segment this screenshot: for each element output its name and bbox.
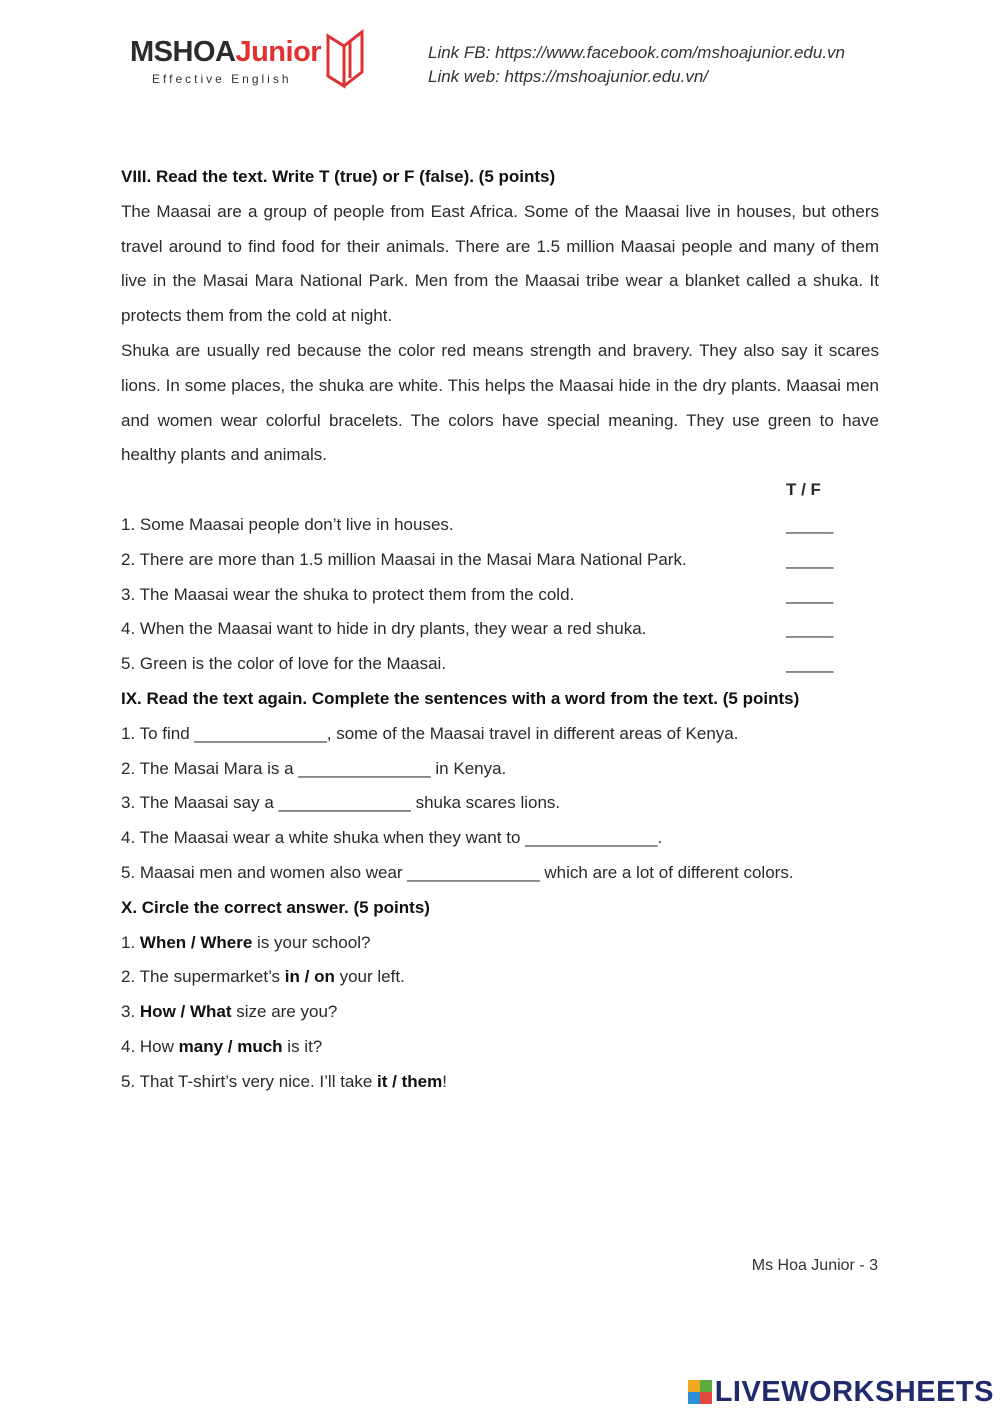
header-links (428, 41, 845, 89)
page-footer: Ms Hoa Junior - 3 (751, 1257, 878, 1274)
mshoa-junior-logo (130, 28, 370, 90)
tf-answer-blank[interactable]: _____ (786, 654, 834, 674)
facebook-link[interactable]: Link FB: https://www.facebook.com/mshoajunior.edu.vn (428, 43, 846, 62)
worksheet-content (121, 160, 879, 1100)
tf-question: 2. There are more than 1.5 million Maasai in the Masai Mara National Park. _____ (121, 543, 879, 578)
answer-choices[interactable]: How / What (139, 1002, 232, 1022)
circle-answer-item: 1. When / Where is your school? (121, 932, 371, 952)
tf-question: 3. The Maasai wear the shuka to protect them from the cold. _____ (121, 578, 879, 613)
fill-blank-item[interactable]: 2. The Masai Mara is a ______________ in Kenya. (121, 758, 507, 778)
answer-choices[interactable]: in / on (284, 967, 335, 987)
tf-answer-blank[interactable]: _____ (786, 619, 834, 639)
tf-answer-blank[interactable]: _____ (786, 514, 834, 534)
book-icon (324, 28, 366, 90)
answer-choices[interactable]: many / much (178, 1036, 283, 1056)
section-9-title: IX. Read the text again. Complete the sentences with a word from the text. (5 points) (121, 688, 800, 708)
liveworksheets-watermark (688, 1377, 994, 1407)
circle-answer-item: 3. How / What size are you? (121, 1002, 338, 1022)
logo-wordmark: MSHOAJunior (130, 36, 322, 68)
liveworksheets-wordmark: LIVEWORKSHEETS (714, 1376, 994, 1408)
answer-choices[interactable]: it / them (377, 1071, 443, 1091)
fill-blank-item[interactable]: 5. Maasai men and women also wear ______________ which are a lot of different colors. (121, 862, 794, 882)
circle-answer-item: 5. That T-shirt’s very nice. I’ll take it / them! (121, 1071, 447, 1091)
website-link[interactable]: Link web: https://mshoajunior.edu.vn/ (428, 67, 709, 86)
tf-question: 5. Green is the color of love for the Maasai. _____ (121, 647, 879, 682)
section-10-title: X. Circle the correct answer. (5 points) (121, 897, 430, 917)
reading-paragraph-1: The Maasai are a group of people from East Africa. Some of the Maasai live in houses, but others travel around to find food for their animals. There are 1.5 million Maasai people and many of them live in the Masai Mara National Park. Men from the Maasai tribe wear a blanket called a shuka. It protects them from the cold at night. (121, 201, 879, 326)
circle-answer-item: 2. The supermarket’s in / on your left. (121, 967, 405, 987)
tf-answer-blank[interactable]: _____ (786, 584, 834, 604)
section-8-title: VIII. Read the text. Write T (true) or F (false). (5 points) (121, 167, 556, 186)
fill-blank-item[interactable]: 3. The Maasai say a ______________ shuka scares lions. (121, 793, 561, 813)
circle-answer-item: 4. How many / much is it? (121, 1036, 323, 1056)
fill-blank-item[interactable]: 1. To find ______________, some of the Maasai travel in different areas of Kenya. (121, 723, 739, 743)
tf-column-header: T / F (786, 480, 821, 500)
logo-tagline: Effective English (152, 72, 292, 86)
tf-question: 1. Some Maasai people don’t live in houses. _____ (121, 508, 879, 543)
fill-blank-item[interactable]: 4. The Maasai wear a white shuka when they want to ______________. (121, 828, 663, 848)
tf-answer-blank[interactable]: _____ (786, 549, 834, 569)
answer-choices[interactable]: When / Where (139, 932, 253, 952)
reading-paragraph-2: Shuka are usually red because the color red means strength and bravery. They also say it scares lions. In some places, the shuka are white. This helps the Maasai hide in the dry plants. Maasai men and women wear colorful bracelets. The colors have special meaning. They use green to have healthy plants and animals. (121, 340, 879, 465)
liveworksheets-logo-icon (688, 1380, 712, 1404)
tf-question: 4. When the Maasai want to hide in dry plants, they wear a red shuka. _____ (121, 612, 879, 647)
